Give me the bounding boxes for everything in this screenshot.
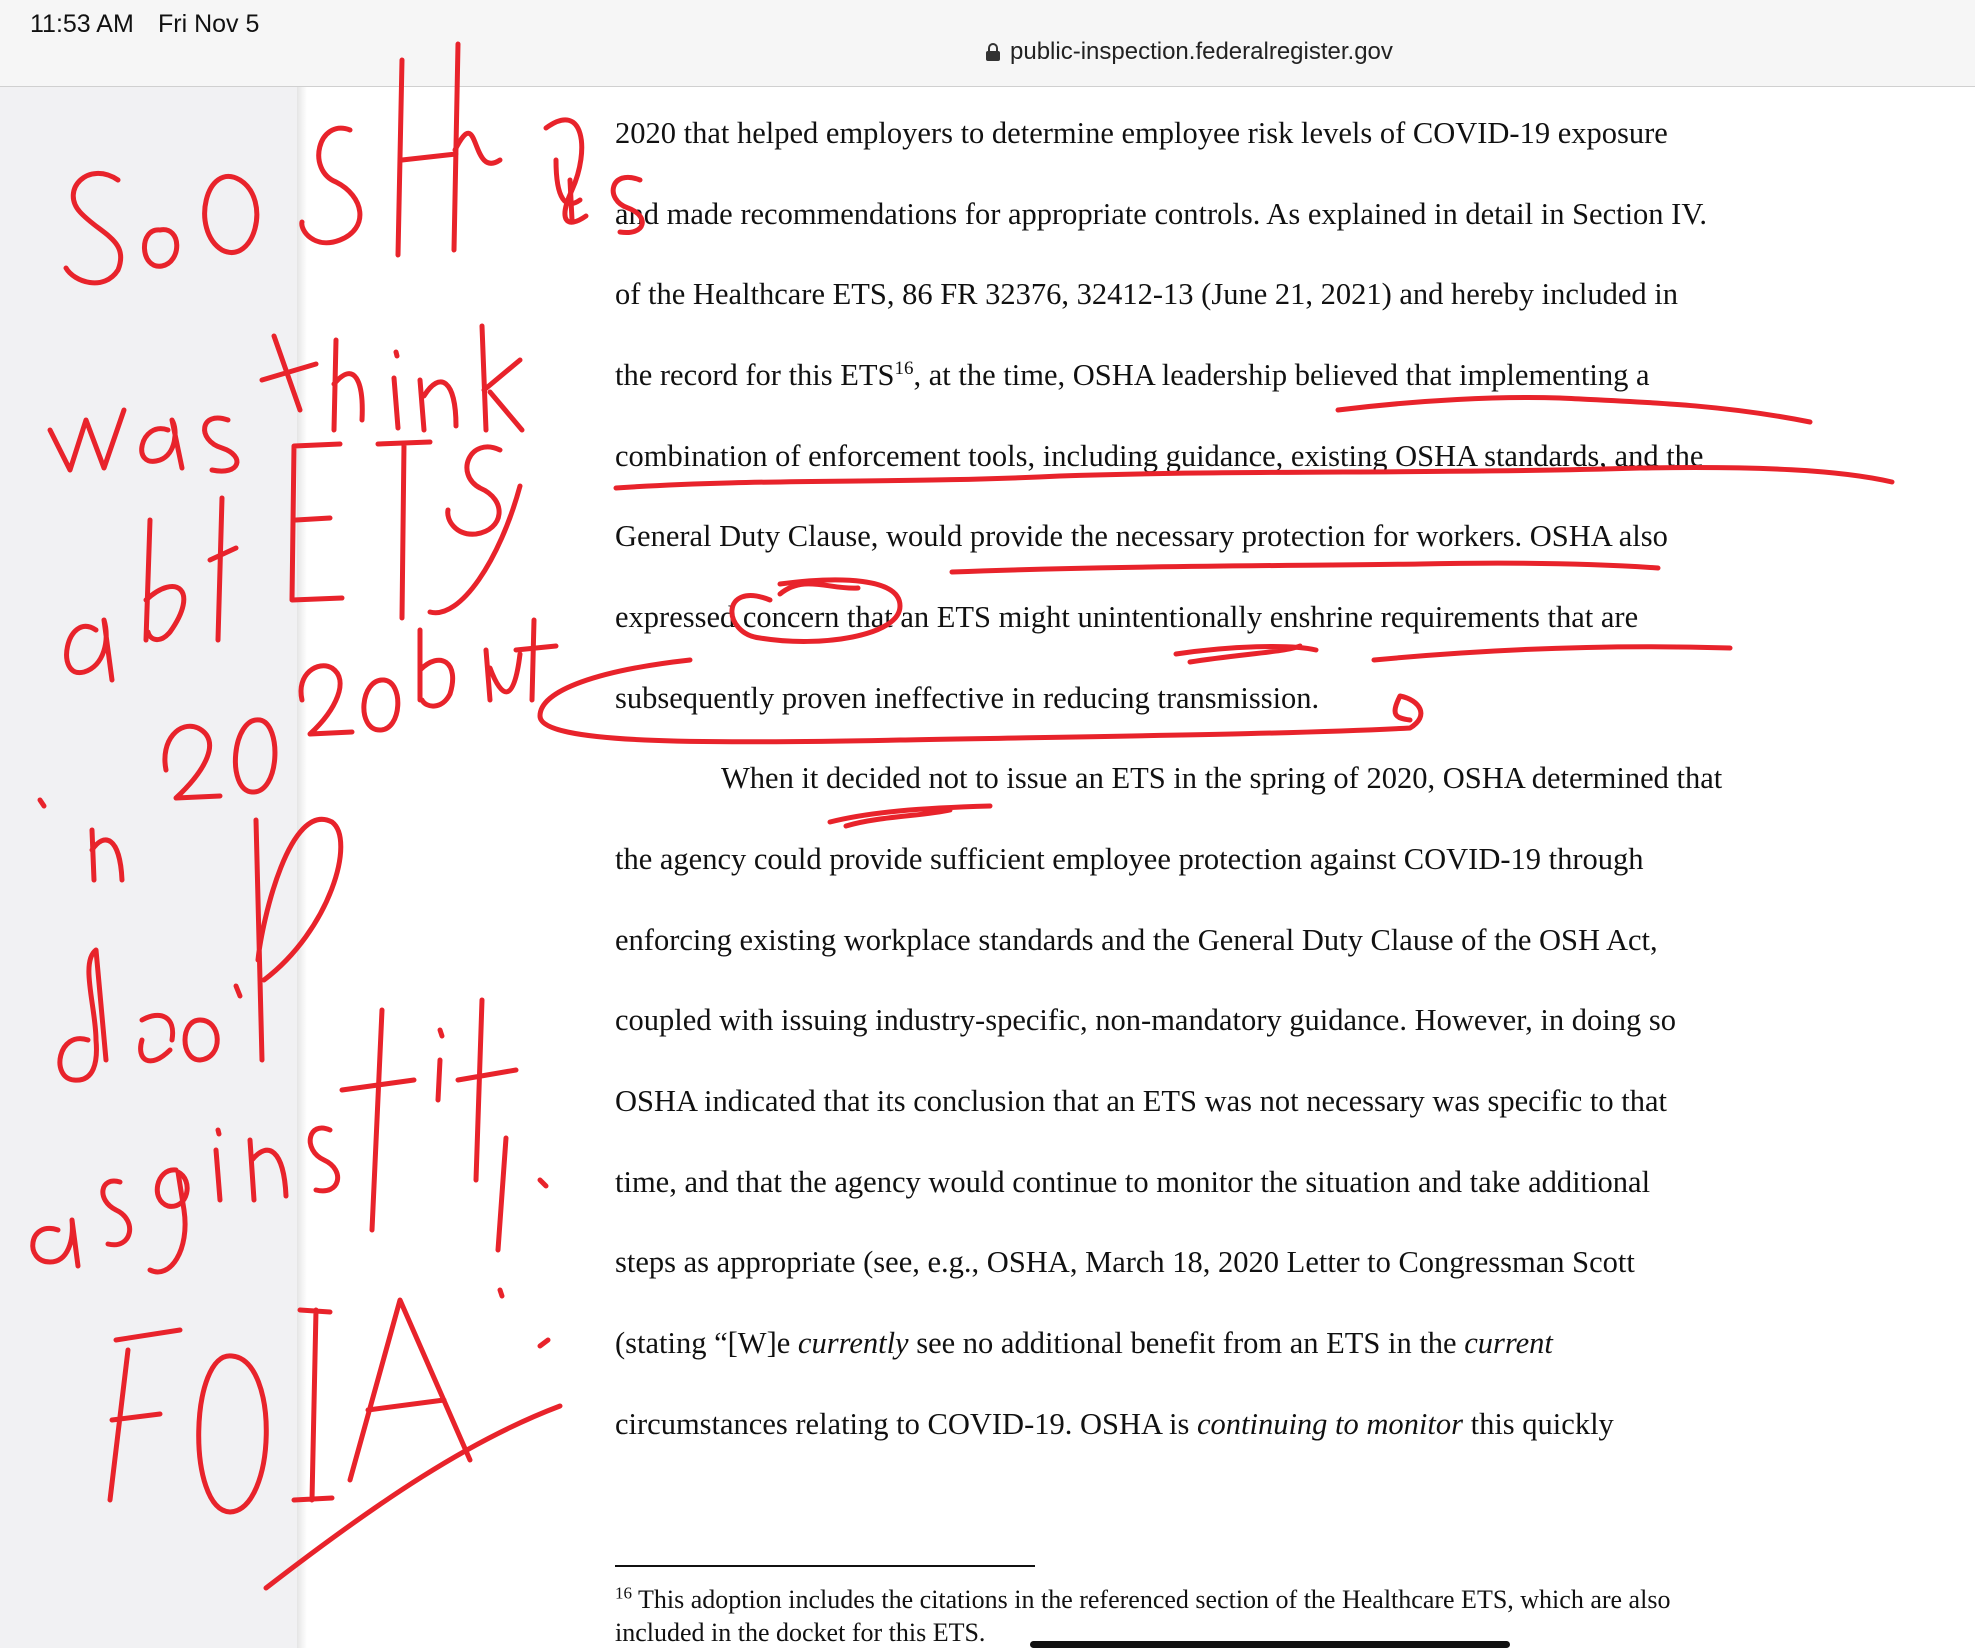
doc-line-8: subsequently proven ineffective in reducing transmission.	[615, 681, 1320, 715]
doc-line-12: coupled with issuing industry-specific, non-mandatory guidance. However, in doing so	[615, 1003, 1676, 1037]
doc-line-17-prefix: circumstances relating to COVID-19.	[615, 1407, 1080, 1441]
doc-line-4-prefix: the record for this ETS	[615, 358, 895, 392]
doc-line-17-end: this quickly	[1470, 1407, 1614, 1441]
doc-line-17	[615, 1409, 1614, 1440]
doc-line-16-italic-1: currently	[797, 1326, 909, 1360]
doc-line-3: of the Healthcare ETS, 86 FR 32376, 32412-13 (June 21, 2021) and hereby included in	[615, 277, 1679, 311]
footnote-line-2: included in the docket for this ETS.	[615, 1618, 986, 1647]
url-text[interactable]: public-inspection.federalregister.gov	[1010, 38, 1393, 65]
doc-line-6: General Duty Clause, would provide the necessary protection for workers. OSHA also	[615, 519, 1668, 553]
doc-line-4-rest: at the time, OSHA leadership believed that implementing a	[928, 358, 1650, 392]
footnote-line-1	[615, 1585, 1670, 1615]
doc-line-10: the agency could provide sufficient employee protection against COVID-19 through	[615, 842, 1644, 876]
footnote-divider	[615, 1565, 1035, 1567]
doc-line-14: time, and that the agency would continue to monitor the situation and take additional	[615, 1165, 1651, 1199]
doc-line-13: OSHA indicated that its conclusion that an ETS was not necessary was specific to that	[615, 1084, 1668, 1118]
doc-line-2: and made recommendations for appropriate controls. As explained in detail in Section IV.	[615, 197, 1708, 231]
home-indicator[interactable]	[1030, 1641, 1510, 1648]
footnote-number: 16	[615, 1583, 632, 1603]
doc-line-15: steps as appropriate (see, e.g., OSHA, March 18, 2020 Letter to Congressman Scott	[615, 1245, 1635, 1279]
doc-line-1: 2020 that helped employers to determine employee risk levels of COVID-19 exposure	[615, 116, 1668, 150]
doc-line-7: expressed concern that an ETS might unintentionally enshrine requirements that are	[615, 600, 1639, 634]
status-time: 11:53 AM	[30, 10, 134, 38]
doc-line-16-mid: see no additional benefit from an ETS in the	[916, 1326, 1457, 1360]
doc-line-17-italic: continuing to monitor	[1196, 1407, 1463, 1441]
doc-line-5: combination of enforcement tools, including guidance, existing OSHA standards, and the	[615, 439, 1704, 473]
doc-line-16-italic-2: current	[1464, 1326, 1553, 1360]
footnote-ref[interactable]: 16	[894, 357, 914, 379]
doc-line-9: When it decided not to issue an ETS in the spring of 2020, OSHA determined that	[721, 761, 1723, 795]
status-date: Fri Nov 5	[158, 10, 260, 38]
doc-line-16-prefix: (stating “[W]e	[615, 1326, 798, 1360]
doc-line-4: the record for this ETS$^{16}$, at the time, OSHA leadership believed that implementing a	[615, 357, 1650, 392]
doc-line-17-mid: OSHA is	[1080, 1407, 1190, 1441]
doc-line-16	[615, 1328, 1553, 1359]
doc-line-11: enforcing existing workplace standards and the General Duty Clause of the OSH Act,	[615, 923, 1658, 957]
footnote-text-1: This adoption includes the citations in the referenced section of the Healthcare ETS, which are also	[638, 1585, 1671, 1614]
